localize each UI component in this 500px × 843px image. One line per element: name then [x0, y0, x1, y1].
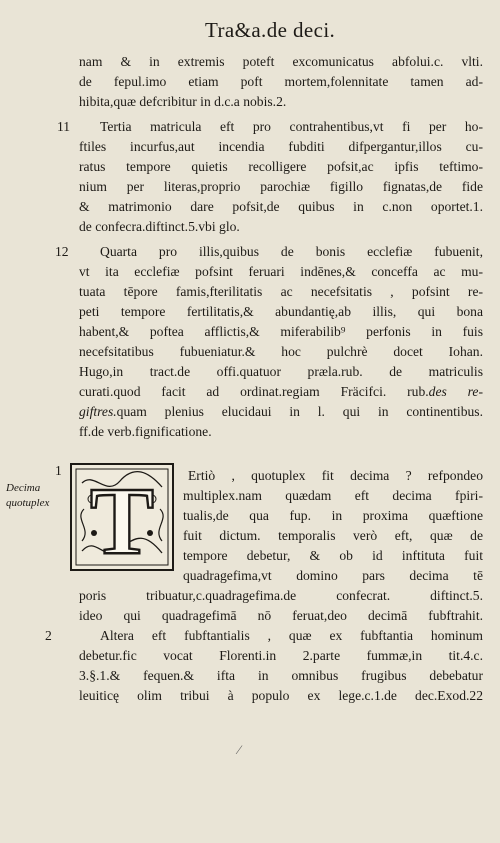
text-line: quadragefima,vt domino pars decima tē: [183, 568, 483, 583]
initial-letter: T: [89, 467, 155, 571]
margin-note: Decima: [6, 482, 41, 494]
text-line: peti tempore fertilitatis,& abundantię,ab illis, qui bona: [79, 304, 483, 319]
text-segment: curati.quod facit ad ordinat.regiam Fräcifci. rub.: [79, 384, 429, 399]
text-line: 3.§.1.& fequen.& ifta in omnibus frugibus debebatur: [79, 668, 483, 683]
margin-note: quotuplex: [6, 497, 50, 509]
text-line: multiplex.nam quædam eft decima fpiri-: [183, 488, 483, 503]
text-line: tempore debetur, & ob id inftituta fuit: [183, 548, 483, 563]
running-header: Tra&a.de deci.: [205, 18, 336, 42]
text-line: & matrimonio dare pofsit,de quibus in c.non oportet.1.: [79, 199, 483, 214]
paragraph-number: 11: [57, 119, 71, 134]
decorated-initial: [70, 463, 174, 571]
text-line: habent,& poftea afflictis,& miferabilib⁹ perfonis in fuis: [79, 324, 483, 339]
text-line: de fepul.imo etiam poft mortem,folennitate tamen ad-: [79, 74, 483, 89]
text-line: Hugo,in tract.de offi.quatuor præla.rub. de matriculis: [79, 364, 483, 379]
text-line: debetur.fic vocat Florenti.in 2.parte fummæ,in tit.4.c.: [79, 648, 483, 663]
text-line: Quarta pro illis,quibus de bonis ecclefiæ fubuenit,: [100, 244, 483, 259]
text-line: [79, 402, 483, 422]
text-line: ideo qui quadragefimā nō feruat,deo decimā fubftrahit.: [79, 608, 483, 623]
paragraph-number: 2: [45, 628, 52, 643]
text-line: Ertiò , quotuplex fit decima ? refpondeo: [188, 468, 483, 483]
italic-word: giftres.: [79, 404, 117, 419]
text-line: nam & in extremis poteft excomunicatus abfolui.c. vlti.: [79, 54, 483, 69]
italic-word: des re-: [428, 384, 483, 399]
text-segment: quam plenius elucidaui in l. qui in continentibus.: [116, 404, 483, 419]
text-line: necefsitatibus fubueniatur.& hoc pulchrè docet Iohan.: [79, 344, 483, 359]
text-line: leuiticę olim tribui à populo ex lege.c.1.de dec.Exod.22: [79, 688, 483, 703]
text-line: ftiles incurfus,aut incendia fubditi difpergantur,illos cu-: [79, 139, 483, 154]
text-line: vt ita ecclefiæ pofsint feruari indēnes,& conceffa ac mu-: [79, 264, 483, 279]
ink-mark: ⁄: [238, 742, 241, 757]
text-line: hibita,quæ defcribitur in d.c.a nobis.2.: [79, 94, 287, 109]
text-line: tuata tēpore famis,fterilitatis ac necefsitatis , pofsint re-: [79, 284, 483, 299]
text-line: ratus tempore quietis recolligere pofsit,ac ipfis teftimo-: [79, 159, 483, 174]
text-line: fuit dictum. temporalis verò eft, quæ de: [183, 528, 483, 543]
text-line: [79, 382, 483, 402]
text-line: Altera eft fubftantialis , quæ ex fubftantia hominum: [100, 628, 483, 643]
text-line: Tertia matricula eft pro contrahentibus,vt fi per ho-: [100, 119, 483, 134]
paragraph-number: 12: [55, 244, 69, 259]
text-line: tualis,de qua fup. in proxima quæftione: [183, 508, 483, 523]
paragraph-number: 1: [55, 463, 62, 478]
text-line: ff.de verb.fignificatione.: [79, 424, 212, 439]
text-line: poris tribuatur,c.quadragefima.de confecrat. diftinct.5.: [79, 588, 483, 603]
text-line: de confecra.diftinct.5.vbi glo.: [79, 219, 240, 234]
text-line: nium per literas,proprio parochiæ figillo fignatas,de fide: [79, 179, 483, 194]
